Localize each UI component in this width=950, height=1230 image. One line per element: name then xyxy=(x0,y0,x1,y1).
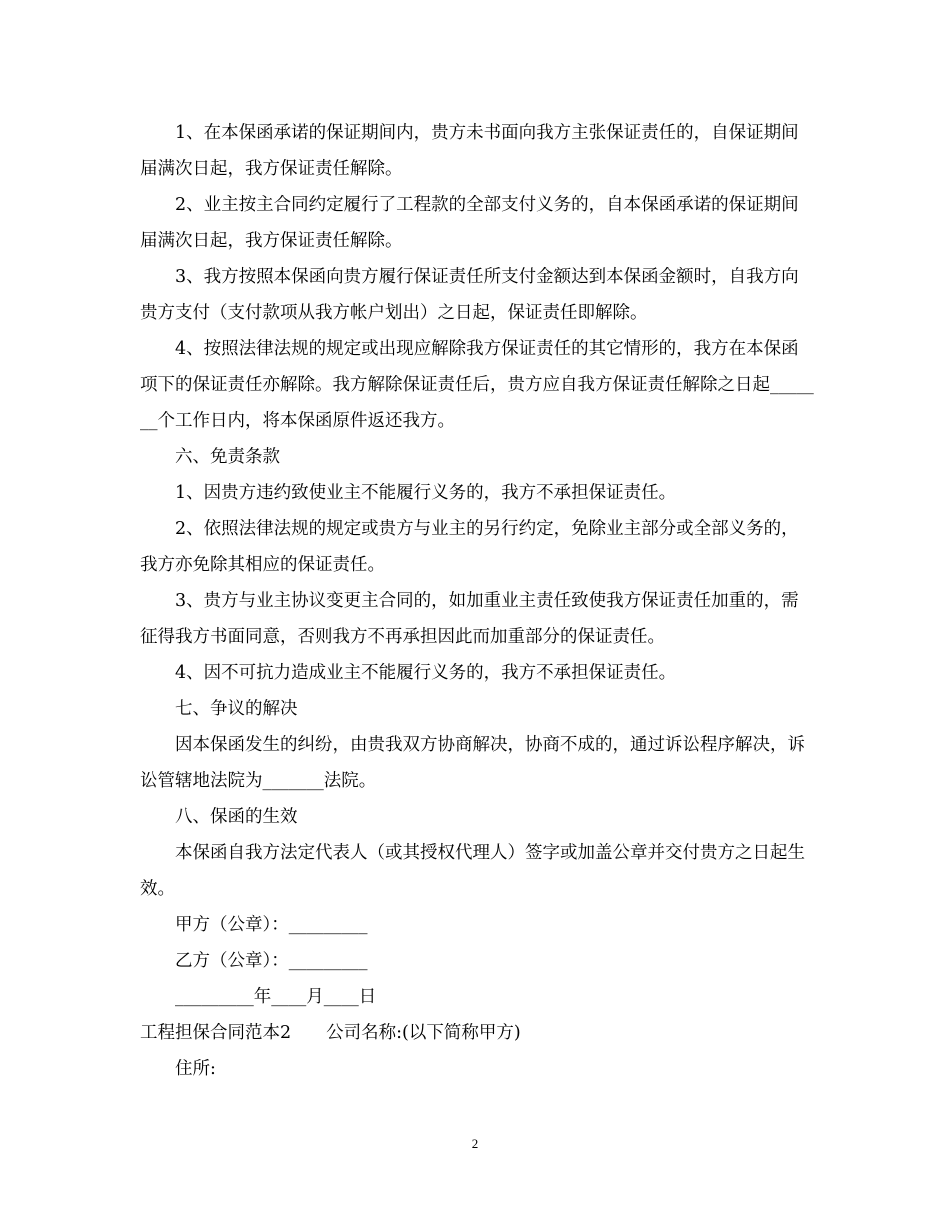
page-number: 2 xyxy=(471,1136,479,1151)
signature-party-a: 甲方（公章）：_________ xyxy=(175,915,368,935)
document-body xyxy=(140,115,815,1087)
paragraph-exemption-3: 3、贵方与业主协议变更主合同的，如加重业主责任致使我方保证责任加重的，需征得我方书面同意，否则我方不再承担因此而加重部分的保证责任。 xyxy=(140,591,799,647)
paragraph-exemption-2: 2、依照法律法规的规定或贵方与业主的另行约定，免除业主部分或全部义务的，我方亦免除其相应的保证责任。 xyxy=(140,519,799,575)
paragraph-exemption-4: 4、因不可抗力造成业主不能履行义务的，我方不承担保证责任。 xyxy=(175,663,677,683)
paragraph-exemption-1: 1、因贵方违约致使业主不能履行义务的，我方不承担保证责任。 xyxy=(175,483,677,503)
paragraph-dispute: 因本保函发生的纠纷，由贵我双方协商解决，协商不成的，通过诉讼程序解决，诉讼管辖地法院为_______法院。 xyxy=(140,735,805,791)
paragraph-release-3: 3、我方按照本保函向贵方履行保证责任所支付金额达到本保函金额时，自我方向贵方支付（支付款项从我方帐户划出）之日起，保证责任即解除。 xyxy=(140,267,799,323)
paragraph-release-4: 4、按照法律法规的规定或出现应解除我方保证责任的其它情形的，我方在本保函项下的保证责任亦解除。我方解除保证责任后，贵方应自我方保证责任解除之日起_______个工作日内，将本保函原件返还我方。 xyxy=(140,339,814,431)
template-heading-line: 工程担保合同范本2 公司名称:(以下简称甲方) xyxy=(140,1023,521,1043)
signature-party-b: 乙方（公章）：_________ xyxy=(175,951,368,971)
paragraph-effect: 本保函自我方法定代表人（或其授权代理人）签字或加盖公章并交付贵方之日起生效。 xyxy=(140,843,805,899)
section-heading-effect: 八、保函的生效 xyxy=(175,807,298,827)
address-line: 住所: xyxy=(175,1059,216,1079)
section-heading-exemption: 六、免责条款 xyxy=(175,447,280,467)
signature-date: _________年____月____日 xyxy=(175,987,377,1007)
paragraph-release-2: 2、业主按主合同约定履行了工程款的全部支付义务的，自本保函承诺的保证期间届满次日起，我方保证责任解除。 xyxy=(140,195,799,251)
section-heading-dispute: 七、争议的解决 xyxy=(175,699,298,719)
paragraph-release-1: 1、在本保函承诺的保证期间内，贵方未书面向我方主张保证责任的，自保证期间届满次日起，我方保证责任解除。 xyxy=(140,123,799,179)
